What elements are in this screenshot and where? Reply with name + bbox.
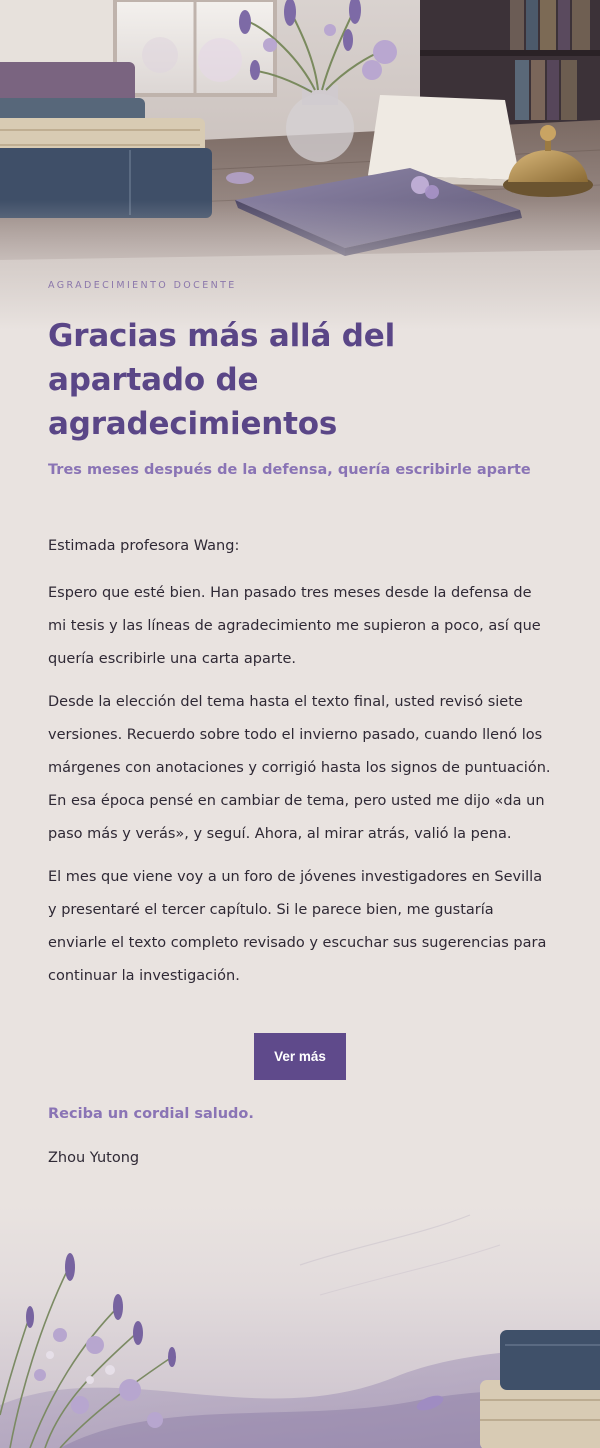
salutation: Estimada profesora Wang:: [48, 538, 240, 554]
page-title: Gracias más allá del apartado de agradecimientos: [48, 318, 396, 442]
letter-paragraph: Desde la elección del tema hasta el texto final, usted revisó siete versiones. Recuerdo sobre todo el invierno pasado, cuando llenó los márgenes con anotaciones y corrigió hasta los signos de puntuación. En esa época pensé en cambiar de tema, pero usted me dijo «da un paso más y verás», y seguí. Ahora, al mirar atrás, valió la pena.: [48, 694, 551, 842]
eyebrow-label: AGRADECIMIENTO DOCENTE: [48, 280, 237, 291]
closing-line: Reciba un cordial saludo.: [48, 1106, 254, 1122]
letter-body: [48, 530, 554, 993]
cta-container: [48, 1033, 552, 1080]
see-more-button[interactable]: Ver más: [254, 1033, 346, 1080]
letter-paragraph: Espero que esté bien. Han pasado tres meses desde la defensa de mi tesis y las líneas de agradecimiento me supieron a poco, así que quería escribirle una carta aparte.: [48, 585, 541, 667]
letter-content: [48, 280, 554, 1166]
signature: Zhou Yutong: [48, 1150, 140, 1166]
footer-illustration: [0, 1205, 600, 1448]
letter-paragraph: El mes que viene voy a un foro de jóvenes investigadores en Sevilla y presentaré el tercer capítulo. Si le parece bien, me gustaría enviarle el texto completo revisado y escuchar sus sugerencias para continuar la investigación.: [48, 869, 547, 984]
page-subtitle: Tres meses después de la defensa, quería escribirle aparte: [48, 462, 531, 478]
